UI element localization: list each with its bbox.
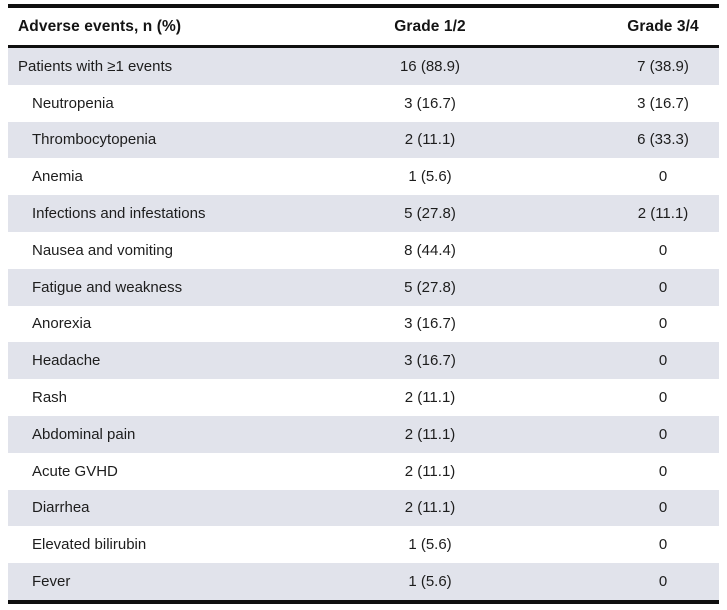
grade-3-4-value-cell: 0 — [658, 352, 668, 370]
event-name-cell: Infections and infestations — [32, 205, 206, 223]
col-header-grade-3-4: Grade 3/4 — [607, 6, 719, 47]
event-name-cell: Patients with ≥1 events — [18, 57, 173, 75]
grade-3-4-value-cell: 0 — [658, 462, 668, 480]
table-row — [8, 453, 719, 490]
table-header-row — [8, 6, 719, 47]
grade-3-4-value-cell: 2 (11.1) — [637, 205, 689, 223]
grade-3-4-value-cell: 0 — [658, 315, 668, 333]
grade-3-4-value-cell: 0 — [658, 573, 668, 591]
grade-1-2-value-cell: 3 (16.7) — [404, 94, 456, 112]
grade-1-2-value-cell: 8 (44.4) — [404, 241, 456, 259]
table-row — [8, 85, 719, 122]
grade-1-2-value-cell: 3 (16.7) — [404, 352, 456, 370]
event-name-cell: Anorexia — [32, 315, 92, 333]
event-name-cell: Anemia — [32, 168, 83, 186]
event-name-cell: Nausea and vomiting — [32, 241, 173, 259]
table-row — [8, 47, 719, 85]
event-name-cell: Fatigue and weakness — [32, 278, 183, 296]
table-row — [8, 416, 719, 453]
event-name-cell: Acute GVHD — [32, 462, 118, 480]
adverse-events-table — [8, 4, 719, 604]
grade-3-4-value-cell: 3 (16.7) — [637, 94, 689, 112]
grade-3-4-value-cell: 0 — [658, 241, 668, 259]
grade-1-2-value-cell: 2 (11.1) — [404, 131, 456, 149]
grade-1-2-value-cell: 5 (27.8) — [404, 205, 456, 223]
grade-1-2-value-cell: 1 (5.6) — [408, 573, 452, 591]
event-name-cell: Thrombocytopenia — [32, 131, 157, 149]
grade-3-4-value-cell: 0 — [658, 168, 668, 186]
grade-1-2-value-cell: 2 (11.1) — [404, 425, 456, 443]
table-row — [8, 195, 719, 232]
grade-3-4-value-cell: 7 (38.9) — [637, 57, 689, 75]
grade-3-4-value-cell: 0 — [658, 389, 668, 407]
col-header-adverse-events: Adverse events, n (%) — [8, 6, 253, 47]
grade-1-2-value-cell: 16 (88.9) — [399, 57, 461, 75]
grade-1-2-value-cell: 2 (11.1) — [404, 462, 456, 480]
event-name-cell: Abdominal pain — [32, 425, 136, 443]
table-row — [8, 563, 719, 602]
table-row — [8, 342, 719, 379]
grade-3-4-value-cell: 6 (33.3) — [637, 131, 689, 149]
table-row — [8, 306, 719, 343]
event-name-cell: Fever — [32, 573, 71, 591]
table-row — [8, 122, 719, 159]
grade-1-2-value-cell: 5 (27.8) — [404, 278, 456, 296]
event-name-cell: Headache — [32, 352, 101, 370]
table-row — [8, 232, 719, 269]
event-name-cell: Neutropenia — [32, 94, 114, 112]
grade-3-4-value-cell: 0 — [658, 278, 668, 296]
grade-1-2-value-cell: 3 (16.7) — [404, 315, 456, 333]
grade-3-4-value-cell: 0 — [658, 425, 668, 443]
grade-1-2-value-cell: 2 (11.1) — [404, 499, 456, 517]
event-name-cell: Rash — [32, 389, 68, 407]
table-row — [8, 158, 719, 195]
table-row — [8, 269, 719, 306]
grade-1-2-value-cell: 1 (5.6) — [408, 536, 452, 554]
grade-1-2-value-cell: 2 (11.1) — [404, 389, 456, 407]
grade-3-4-value-cell: 0 — [658, 499, 668, 517]
table-row — [8, 490, 719, 527]
grade-3-4-value-cell: 0 — [658, 536, 668, 554]
event-name-cell: Diarrhea — [32, 499, 90, 517]
col-header-grade-1-2: Grade 1/2 — [253, 6, 607, 47]
grade-1-2-value-cell: 1 (5.6) — [408, 168, 452, 186]
table-row — [8, 379, 719, 416]
table-row — [8, 526, 719, 563]
event-name-cell: Elevated bilirubin — [32, 536, 147, 554]
